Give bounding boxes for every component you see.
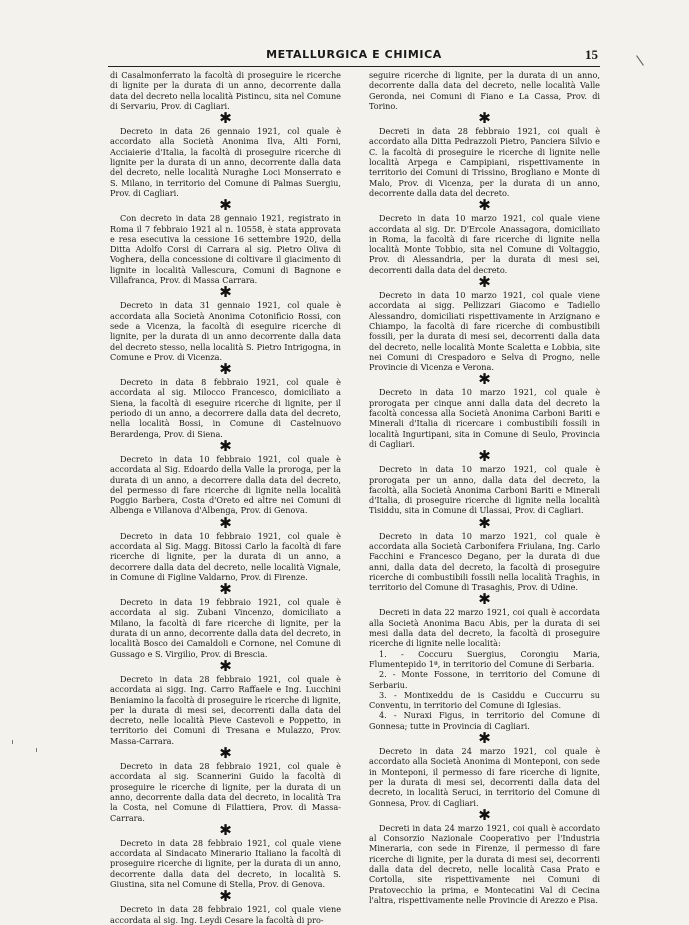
- section-separator-star: ✱: [219, 820, 232, 839]
- decree-paragraph: Decreto in data 10 marzo 1921, col quale viene accordata al sig. Dr. D'Ercole Anassagora, domiciliato in Roma, la facoltà di fare ricerche di lignite nella località Monte Tobbio, sita nel Comune di Voltaggio, Prov. di Alessandria, per la durata di mesi sei, decorrenti dalla data del decreto.: [369, 213, 600, 275]
- page-mark: [12, 740, 13, 744]
- section-separator-star: ✱: [478, 273, 491, 292]
- page-number: 15: [585, 47, 598, 62]
- list-item: 4. - Nuraxi Figus, in territorio del Comune di Gonnesa; tutte in Provincia di Cagliari.: [369, 710, 600, 731]
- section-separator-star: ✱: [478, 590, 491, 609]
- decree-paragraph: Con decreto in data 28 gennaio 1921, registrato in Roma il 7 febbraio 1921 al n. 10558, è stata approvata e resa esecutiva la cessione 16 settembre 1920, della Ditta Adolfo Corsi di Carrara al sig. Pietro Oliva di Voghera, della concessione di coltivare il giacimento di lignite in località Vallescura, Comuni di Bagnone e Villafranca, Prov. di Massa Carrara.: [110, 213, 341, 286]
- decree-paragraph: di Casalmonferrato la facoltà di proseguire le ricerche di lignite per la durata di un anno, decorrente dalla data del decreto nella località Pistincu, sita nel Comune di Servariu, Prov. di Cagliari.: [110, 70, 341, 111]
- section-separator-star: ✱: [478, 196, 491, 215]
- decree-paragraph: Decreto in data 10 febbraio 1921, col quale è accordata al Sig. Magg. Bitossi Carlo la facoltà di fare ricerche di lignite, per la durata di un anno, a decorrere dalla data del decreto, nelle località Vignale, in Comune di Figline Valdarno, Prov. di Firenze.: [110, 530, 341, 582]
- decree-paragraph: Decreti in data 28 febbraio 1921, coi quali è accordato alla Ditta Pedrazzoli Pietro, Panciera Silvio e C. la facoltà di proseguire le ricerche di lignite nelle località Arpega e Campipiani, rispettivamente in territorio dei Comuni di Trissino, Brogliano e Monte di Malo, Prov. di Vicenza, per la durata di un anno, decorrente dalla data del decreto.: [369, 126, 600, 198]
- decree-paragraph: Decreto in data 10 marzo 1921, col quale viene accordata ai sigg. Pellizzari Giacomo e Tadiello Alessandro, domiciliati rispettivamente in Arzignano e Chiampo, la facoltà di fare ricerche di combustibili fossili, per la durata di mesi sei, decorrenti dalla data del decreto, nelle località Monte Scaletta e Lobbia, site nei Comuni di Crespadoro e Selva di Progno, nelle Provincie di Vicenza e Verona.: [369, 290, 600, 373]
- page-mark: [636, 55, 644, 65]
- section-separator-star: ✱: [219, 109, 232, 128]
- section-separator-star: ✱: [478, 447, 491, 466]
- section-separator-star: ✱: [219, 580, 232, 599]
- section-separator-star: ✱: [219, 887, 232, 906]
- page-mark: [36, 748, 37, 752]
- left-column: [110, 70, 341, 925]
- decree-paragraph: Decreto in data 28 febbraio 1921, col quale è accordata al sig. Scannerini Guido la facoltà di proseguire le ricerche di lignite, per la durata di un anno, decorrente dalla data del decreto, in località Tra la Costa, nel Comune di Filattiera, Prov. di Massa-Carrara.: [110, 761, 341, 823]
- section-separator-star: ✱: [219, 196, 232, 215]
- section-separator-star: ✱: [478, 805, 491, 824]
- section-separator-star: ✱: [478, 513, 491, 532]
- running-header: [108, 44, 600, 67]
- decree-paragraph: Decreto in data 26 gennaio 1921, col quale è accordato alla Società Anonima Ilva, Alti Forni, Acciaierie d'Italia, la facoltà di proseguire ricerche di lignite per la durata di un anno, decorrente dalla data del decreto, nelle località Nuraghe Loci Monserrato e S. Milano, in territorio del Comune di Palmas Suergiu, Prov. di Cagliari.: [110, 126, 341, 198]
- section-separator-star: ✱: [219, 436, 232, 455]
- section-separator-star: ✱: [478, 729, 491, 748]
- decree-paragraph: Decreto in data 10 marzo 1921, col quale è prorogata per cinque anni dalla data del decreto la facoltà concessa alla Società Anonima Carboni Bariti e Minerali d'Italia di ricercare i combustibili fossili in località Ingurtipani, sita in Comune di Seulo, Provincia di Cagliari.: [369, 387, 600, 449]
- section-separator-star: ✱: [219, 360, 232, 379]
- decree-paragraph: Decreto in data 10 marzo 1921, col quale è prorogata per un anno, dalla data del decreto, la facoltà, alla Società Anonima Carboni Bariti e Minerali d'Italia, di proseguire ricerche di lignite nella località Tisiddu, sita in Comune di Ulassai, Prov. di Cagliari.: [369, 464, 600, 516]
- decree-paragraph: Decreto in data 28 febbraio 1921, col quale viene accordata al Sindacato Minerario Italiano la facoltà di proseguire ricerche di lignite, per la durata di un anno, decorrente dalla data del decreto, in località S. Giustina, sita nel Comune di Stella, Prov. di Genova.: [110, 837, 341, 889]
- decree-paragraph: Decreti in data 24 marzo 1921, coi quali è accordato al Consorzio Nazionale Cooperativo per l'Industria Mineraria, con sede in Firenze, il permesso di fare ricerche di lignite, per la durata di mesi sei, decorrenti dalla data del decreto, nelle località Casa Prato e Cortolla, site rispettivamente nei Comuni di Pratovecchio la prima, e Montecatini Val di Cecina l'altra, rispettivamente nelle Provincie di Arezzo e Pisa.: [369, 822, 600, 905]
- section-separator-star: ✱: [219, 744, 232, 763]
- list-item: 2. - Monte Fossone, in territorio del Comune di Serbariu.: [369, 669, 600, 690]
- decree-paragraph: Decreto in data 28 febbraio 1921, col quale viene accordata al sig. Ing. Leydi Cesare la facoltà di pro-: [110, 904, 341, 925]
- header-title: METALLURGICA E CHIMICA: [266, 48, 442, 61]
- section-separator-star: ✱: [478, 370, 491, 389]
- right-column: [369, 70, 600, 905]
- decree-paragraph: Decreto in data 24 marzo 1921, col quale è accordato alla Società Anonima di Monteponi, con sede in Monteponi, il permesso di fare ricerche di lignite, per la durata di mesi sei, decorrenti dalla data del decreto, in località Seruci, in territorio del Comune di Gonnesa, Prov. di Cagliari.: [369, 746, 600, 808]
- decree-paragraph: Decreti in data 22 marzo 1921, coi quali è accordata alla Società Anonima Bacu Abis, per la durata di sei mesi dalla data del decreto, la facoltà di proseguire ricerche di lignite nelle località:: [369, 607, 600, 649]
- section-separator-star: ✱: [219, 283, 232, 302]
- decree-paragraph: Decreto in data 8 febbraio 1921, col quale è accordata al sig. Milocco Francesco, domiciliato a Siena, la facoltà di eseguire ricerche di lignite, per il periodo di un anno, a decorrere dalla data del decreto, nella località Bossi, in Comune di Castelnuovo Berardenga, Prov. di Siena.: [110, 377, 341, 439]
- section-separator-star: ✱: [219, 656, 232, 675]
- decree-paragraph: Decreto in data 10 marzo 1921, col quale è accordata alla Società Carbonifera Friulana, Ing. Carlo Facchini e Francesco Degano, per la durata di due anni, dalla data del decreto, la facoltà di proseguire ricerche di combustibili fossili nella località Traghis, in territorio del Comune di Trasaghis, Prov. di Udine.: [369, 530, 600, 593]
- list-item: 1. - Coccuru Suergius, Corongiu Maria, Flumentepido 1ª, in territorio del Comune di Serbaria.: [369, 648, 600, 669]
- section-separator-star: ✱: [478, 109, 491, 128]
- decree-paragraph: Decreto in data 10 febbraio 1921, col quale è accordata al Sig. Edoardo della Valle la proroga, per la durata di un anno, a decorrere dalla data del decreto, del permesso di fare ricerche di lignite nella località Poggio Barbera, Costa d'Oreto ed altre nei Comuni di Albenga e Villanova d'Albenga, Prov. di Genova.: [110, 453, 341, 516]
- list-item: 3. - Montixeddu de is Casiddu e Cuccurru su Conventu, in territorio del Comune di Iglesias.: [369, 689, 600, 711]
- section-separator-star: ✱: [219, 513, 232, 532]
- decree-paragraph: Decreto in data 31 gennaio 1921, col quale è accordata alla Società Anonima Cotonificio Rossi, con sede a Vicenza, la facoltà di eseguire ricerche di lignite, per la durata di un anno decorrente dalla data del decreto stesso, nella località S. Pietro Intrigogna, in Comune e Prov. di Vicenza.: [110, 300, 341, 362]
- decree-paragraph: Decreto in data 19 febbraio 1921, col quale è accordata al sig. Zubani Vincenzo, domiciliato a Milano, la facoltà di fare ricerche di lignite, per la durata di un anno, decorrente dalla data del decreto, in località Bosco dei Camaldoli e Cornone, nel Comune di Gussago e S. Virgilio, Prov. di Brescia.: [110, 597, 341, 659]
- decree-paragraph: Decreto in data 28 febbraio 1921, col quale è accordata ai sigg. Ing. Carro Raffaele e Ing. Lucchini Beniamino la facoltà di proseguire le ricerche di lignite, per la durata di mesi sei, decorrenti dalla data del decreto, nelle località Pieve Castevoli e Poppetto, in territorio dei Comuni di Tresana e Mulazzo, Prov. Massa-Carrara.: [110, 673, 341, 746]
- decree-paragraph: seguire ricerche di lignite, per la durata di un anno, decorrente dalla data del decreto, nelle località Valle Geronda, nei Comuni di Fiano e La Cassa, Prov. di Torino.: [369, 70, 600, 111]
